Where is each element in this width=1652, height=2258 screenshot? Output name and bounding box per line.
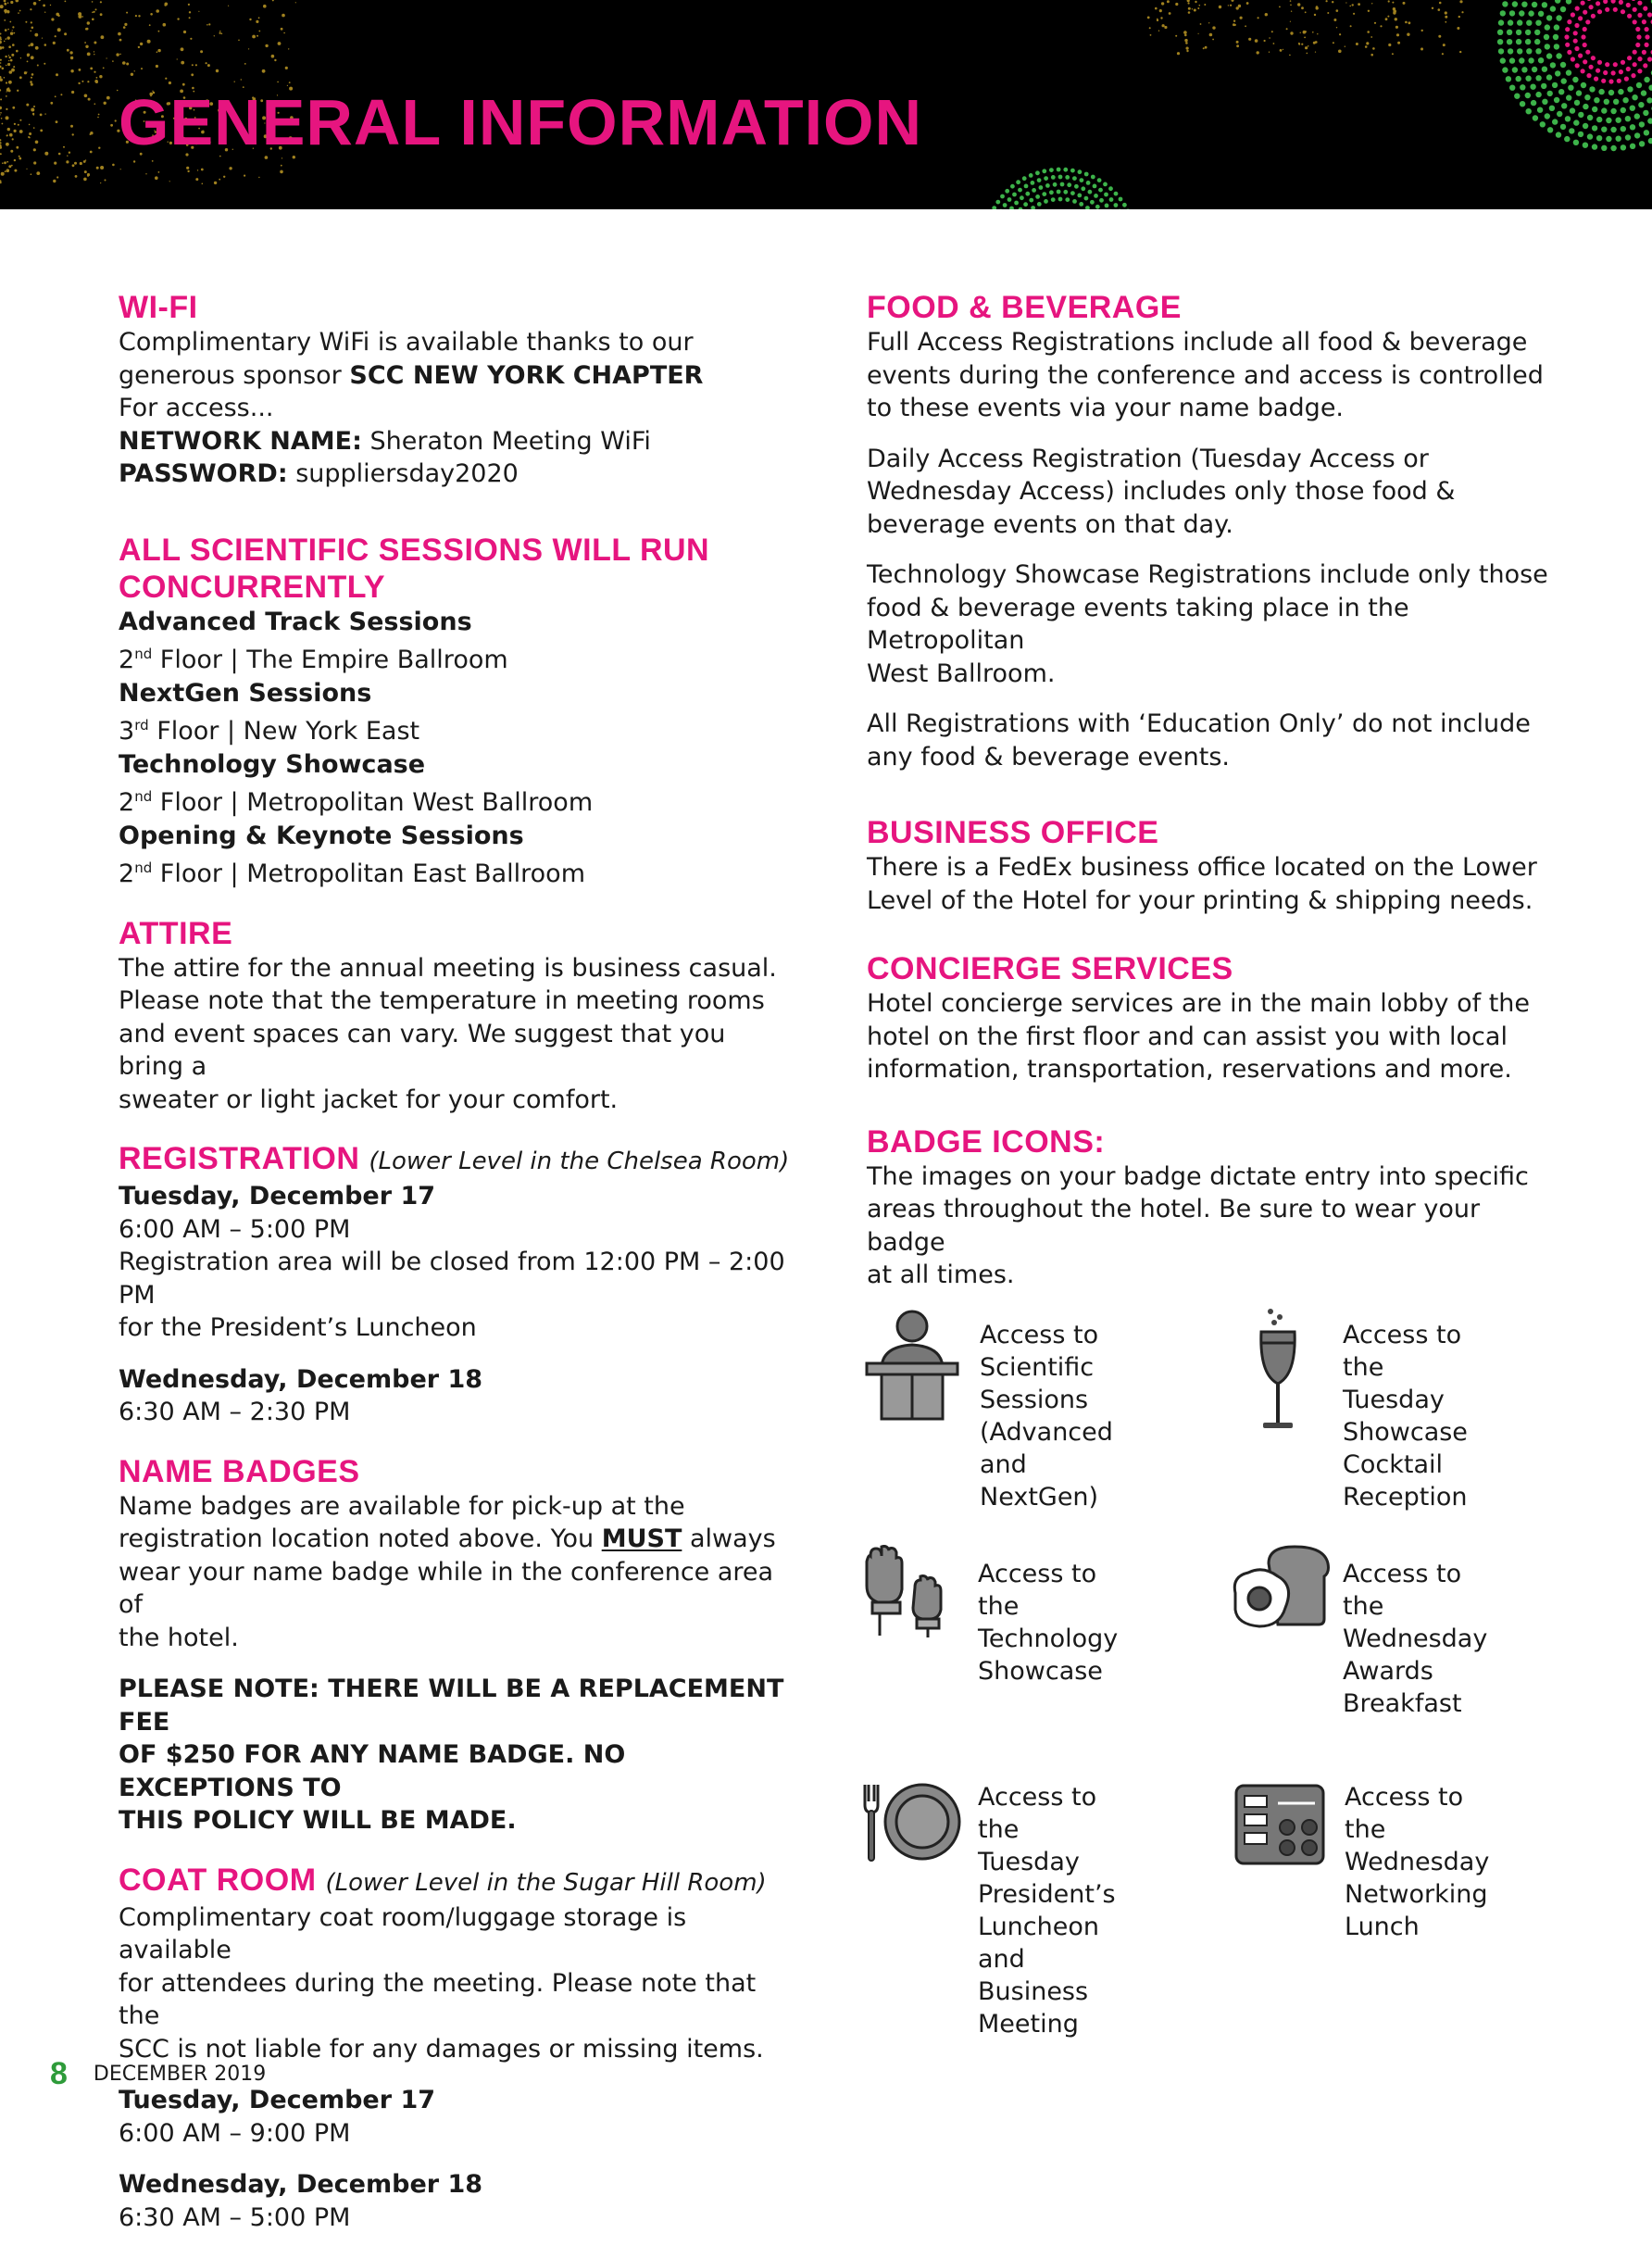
wifi-line: Complimentary WiFi is available thanks to our (119, 328, 694, 357)
egg-toast-icon (1228, 1545, 1339, 1647)
wifi-line: generous sponsor (119, 361, 349, 390)
badges-line: wear your name badge while in the conference area of (119, 1558, 773, 1620)
network-label: NETWORK NAME: (119, 427, 362, 456)
food-paragraph (867, 443, 1552, 542)
floor-number: 2 (119, 788, 134, 817)
password-label: PASSWORD: (119, 459, 288, 488)
food-line: beverage events on that day. (867, 510, 1233, 539)
badge-label-line: President’s (978, 1880, 1116, 1909)
floor-suffix: rd (134, 717, 148, 734)
badges-line: Name badges are available for pick-up at the (119, 1492, 685, 1521)
registration-time: 6:30 AM – 2:30 PM (119, 1396, 795, 1429)
badge-label (980, 1319, 1113, 1513)
badge-label-line: Access to the (1343, 1560, 1461, 1621)
badge-label-line: Showcase (1343, 1418, 1468, 1447)
concierge-section (867, 950, 1552, 1086)
session-item (119, 677, 795, 748)
badge-label-line: Reception (1343, 1483, 1467, 1512)
registration-note-line: for the President’s Luncheon (119, 1313, 477, 1342)
concierge-text (867, 987, 1552, 1086)
badge-label-line: Technology (978, 1625, 1118, 1653)
coat-room-day: Tuesday, December 17 (119, 2084, 795, 2117)
badges-line: always (682, 1524, 775, 1553)
note-line: PLEASE NOTE: THERE WILL BE A REPLACEMENT FEE (119, 1675, 783, 1737)
badge-label-line: Lunch (1345, 1913, 1420, 1941)
password-value: suppliersday2020 (288, 459, 519, 488)
sessions-heading-line: ALL SCIENTIFIC SESSIONS WILL RUN (119, 533, 709, 568)
business-line: Level of the Hotel for your printing & shipping needs. (867, 886, 1533, 915)
wifi-text (119, 326, 795, 491)
badges-line: registration location noted above. You (119, 1524, 602, 1553)
badge-icons-line: areas throughout the hotel. Be sure to wear your badge (867, 1195, 1480, 1257)
badge-icons-line: at all times. (867, 1261, 1015, 1289)
food-line: Full Access Registrations include all food & beverage (867, 328, 1527, 357)
floor-suffix: nd (134, 646, 152, 662)
coat-room-day: Wednesday, December 18 (119, 2168, 795, 2202)
registration-location: (Lower Level in the Chelsea Room) (369, 1148, 789, 1175)
food-line: Technology Showcase Registrations include only those (867, 560, 1548, 589)
coat-room-heading (119, 1862, 795, 1901)
badge-icons-text (867, 1160, 1552, 1292)
badge-label (978, 1781, 1116, 2040)
badge-label-line: Sessions (Advanced (980, 1386, 1113, 1447)
podium-speaker-icon (861, 1306, 963, 1422)
footer-date: DECEMBER 2019 (94, 2063, 266, 2086)
registration-day: Tuesday, December 17 (119, 1180, 795, 1213)
must-emphasis: MUST (602, 1524, 682, 1553)
concierge-line: Hotel concierge services are in the main lobby of the (867, 989, 1530, 1018)
food-line: Daily Access Registration (Tuesday Access or (867, 445, 1429, 473)
registration-day: Wednesday, December 18 (119, 1363, 795, 1397)
floor-suffix: nd (134, 859, 152, 876)
location-text: Floor | Metropolitan West Ballroom (152, 788, 593, 817)
food-paragraph (867, 558, 1552, 690)
badge-icons-line: The images on your badge dictate entry into specific (867, 1162, 1529, 1191)
food-line: to these events via your name badge. (867, 394, 1344, 422)
food-line: Wednesday Access) includes only those food & (867, 477, 1455, 506)
coat-room-time: 6:30 AM – 5:00 PM (119, 2202, 795, 2235)
badge-label-line: Networking (1345, 1880, 1488, 1909)
location-text: Floor | Metropolitan East Ballroom (152, 859, 585, 888)
food-paragraph (867, 326, 1552, 425)
note-line: OF $250 FOR ANY NAME BADGE. NO EXCEPTIONS TO (119, 1740, 625, 1802)
sessions-heading (119, 532, 795, 606)
badge-icon-grid (861, 1306, 1565, 1954)
badge-icons-section (867, 1123, 1552, 1292)
note-line: THIS POLICY WILL BE MADE. (119, 1806, 517, 1835)
badge-label-line: Luncheon and (978, 1913, 1099, 1974)
wifi-sponsor: SCC NEW YORK CHAPTER (349, 361, 703, 390)
attire-line: and event spaces can vary. We suggest that you bring a (119, 1020, 725, 1082)
registration-title: REGISTRATION (119, 1141, 359, 1176)
session-name: Technology Showcase (119, 748, 795, 782)
badge-label-line: Access to the (978, 1560, 1096, 1621)
food-line: events during the conference and access is controlled (867, 361, 1544, 390)
page-footer (50, 2056, 266, 2092)
coat-room-line: Complimentary coat room/luggage storage is available (119, 1903, 686, 1965)
badge-label-line: Awards (1343, 1657, 1433, 1686)
coat-room-section (119, 1862, 795, 2235)
badges-line: the hotel. (119, 1624, 239, 1652)
session-location (119, 852, 795, 891)
name-badges-text (119, 1490, 795, 1655)
registration-note (119, 1246, 795, 1345)
attire-section (119, 915, 795, 1117)
sessions-section (119, 532, 795, 891)
concierge-line: hotel on the first floor and can assist you with local (867, 1022, 1508, 1051)
floor-number: 2 (119, 859, 134, 888)
badge-label (978, 1558, 1118, 1687)
food-line: West Ballroom. (867, 659, 1055, 688)
coat-room-line: for attendees during the meeting. Please note that the (119, 1969, 756, 2031)
coat-room-title: COAT ROOM (119, 1863, 317, 1898)
session-location (119, 638, 795, 677)
badge-label (1343, 1558, 1487, 1720)
business-office-heading: BUSINESS OFFICE (867, 814, 1552, 851)
badge-label-line: and NextGen) (980, 1450, 1098, 1512)
replacement-fee-note (119, 1673, 795, 1838)
name-badges-heading: NAME BADGES (119, 1453, 795, 1490)
wifi-line: For access... (119, 394, 274, 422)
session-location (119, 781, 795, 820)
badge-label-line: Wednesday (1343, 1625, 1487, 1653)
registration-note-line: Registration area will be closed from 12:00 PM – 2:00 PM (119, 1248, 785, 1310)
location-text: Floor | New York East (149, 717, 420, 746)
badge-label-line: Tuesday (1343, 1386, 1445, 1414)
badge-label-line: Access to the (1343, 1321, 1461, 1382)
attire-text (119, 952, 795, 1117)
food-heading: FOOD & BEVERAGE (867, 289, 1552, 326)
left-column (119, 289, 795, 2258)
food-paragraph (867, 708, 1552, 773)
floor-suffix: nd (134, 788, 152, 805)
lunch-tray-icon (1233, 1783, 1326, 1866)
page-title: GENERAL INFORMATION (119, 85, 922, 159)
badge-icons-heading: BADGE ICONS: (867, 1123, 1552, 1160)
wifi-section (119, 289, 795, 491)
location-text: Floor | The Empire Ballroom (152, 646, 507, 674)
badge-label-line: Wednesday (1345, 1848, 1489, 1876)
badge-label-line: Access to Scientific (980, 1321, 1098, 1382)
attire-line: Please note that the temperature in meeting rooms (119, 986, 765, 1015)
concierge-heading: CONCIERGE SERVICES (867, 950, 1552, 987)
wifi-heading: WI-FI (119, 289, 795, 326)
session-name: Opening & Keynote Sessions (119, 820, 795, 853)
session-item (119, 820, 795, 891)
attire-line: The attire for the annual meeting is business casual. (119, 954, 777, 983)
food-line: All Registrations with ‘Education Only’ do not include (867, 709, 1531, 738)
food-line: any food & beverage events. (867, 743, 1230, 771)
business-line: There is a FedEx business office located on the Lower (867, 853, 1537, 882)
session-location (119, 709, 795, 748)
badge-label (1345, 1781, 1489, 1943)
badge-label (1343, 1319, 1468, 1513)
attire-line: sweater or light jacket for your comfort. (119, 1085, 618, 1114)
network-value: Sheraton Meeting WiFi (362, 427, 651, 456)
session-item (119, 748, 795, 820)
registration-section (119, 1140, 795, 1429)
badge-label-line: Business Meeting (978, 1977, 1088, 2038)
registration-heading (119, 1140, 795, 1180)
attire-heading: ATTIRE (119, 915, 795, 952)
plate-fork-icon (861, 1783, 963, 1866)
page-number: 8 (50, 2056, 68, 2091)
business-office-section (867, 814, 1552, 917)
business-office-text (867, 851, 1552, 917)
floor-number: 3 (119, 717, 134, 746)
page-header (0, 0, 1652, 209)
sessions-heading-line: CONCURRENTLY (119, 570, 385, 605)
badge-label-line: Tuesday (978, 1848, 1080, 1876)
robot-hands-icon (861, 1545, 963, 1637)
coat-room-time: 6:00 AM – 9:00 PM (119, 2117, 795, 2151)
right-column (867, 289, 1552, 1316)
badge-label-line: Cocktail (1343, 1450, 1443, 1479)
coat-room-location: (Lower Level in the Sugar Hill Room) (325, 1869, 766, 1897)
session-item (119, 606, 795, 677)
concierge-line: information, transportation, reservations and more. (867, 1055, 1512, 1084)
floor-number: 2 (119, 646, 134, 674)
champagne-glass-icon (1250, 1306, 1306, 1436)
session-name: Advanced Track Sessions (119, 606, 795, 639)
badge-label-line: Showcase (978, 1657, 1103, 1686)
food-section (867, 289, 1552, 773)
session-name: NextGen Sessions (119, 677, 795, 710)
name-badges-section (119, 1453, 795, 1838)
coat-room-text (119, 1901, 795, 2066)
registration-time: 6:00 AM – 5:00 PM (119, 1213, 795, 1247)
badge-label-line: Access to the (978, 1783, 1096, 1844)
badge-label-line: Access to the (1345, 1783, 1463, 1844)
coat-room-line: SCC is not liable for any damages or missing items. (119, 2035, 764, 2064)
badge-label-line: Breakfast (1343, 1689, 1462, 1718)
food-line: food & beverage events taking place in the Metropolitan (867, 594, 1409, 656)
